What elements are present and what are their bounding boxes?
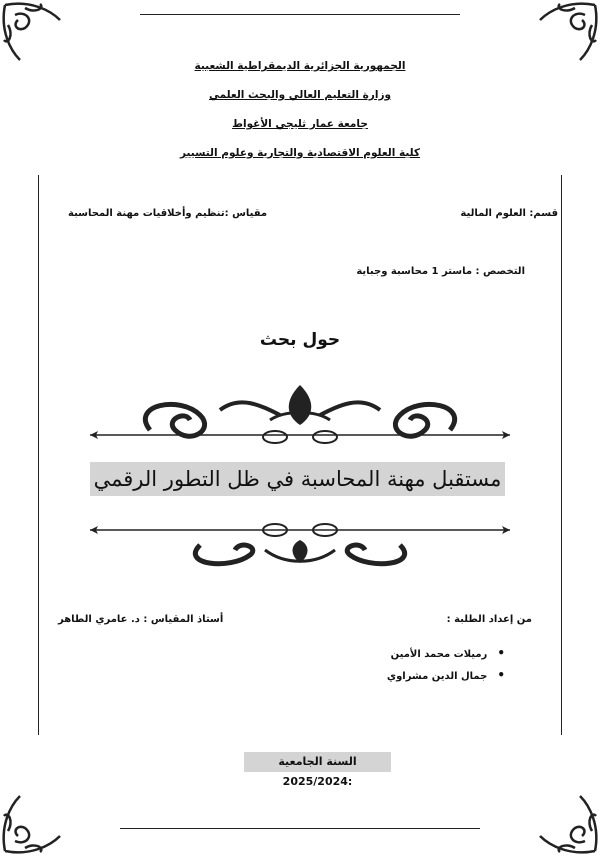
department-label: قسم: العلوم المالية	[460, 208, 558, 219]
list-item: • جمال الدين مشراوي	[387, 667, 505, 689]
decorative-divider-icon	[90, 515, 510, 575]
header-republic: الجمهورية الجزائرية الديمقراطية الشعبية	[194, 60, 406, 72]
frame-top-line	[140, 14, 460, 15]
students-list	[387, 645, 505, 689]
professor-label: أستاذ المقياس : د. عامري الطاهر	[58, 614, 224, 625]
header-faculty: كلية العلوم الاقتصادية والتجارية وعلوم التسيير	[179, 147, 421, 159]
frame-right-line	[561, 175, 562, 735]
decorative-divider-icon	[90, 375, 510, 450]
research-title: مستقبل مهنة المحاسبة في ظل التطور الرقمي	[90, 462, 505, 496]
frame-left-line	[38, 175, 39, 735]
header-ministry: وزارة التعليم العالي والبحث العلمي	[208, 89, 392, 101]
list-item: • رميلات محمد الأمين	[387, 645, 505, 667]
about-research-heading: حول بحث	[259, 330, 341, 350]
academic-year: السنة الجامعية :2025/2024	[244, 752, 391, 772]
institution-header	[0, 58, 600, 174]
floral-corner-icon	[530, 786, 600, 856]
floral-corner-icon	[0, 786, 70, 856]
header-university: جامعة عمار ثليجي الأغواط	[232, 118, 368, 130]
frame-bottom-line	[120, 828, 480, 829]
specialty-label: التخصص : ماستر 1 محاسبة وجباية	[356, 266, 525, 277]
prepared-by-label: من إعداد الطلبة :	[446, 614, 532, 625]
module-label: مقياس :تنظيم وأخلاقيات مهنة المحاسبة	[68, 208, 268, 219]
